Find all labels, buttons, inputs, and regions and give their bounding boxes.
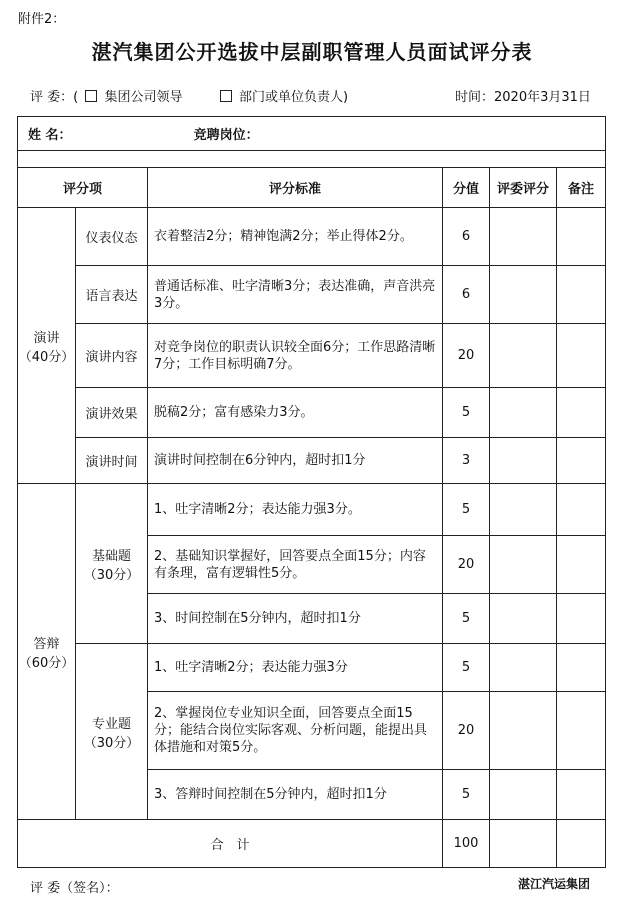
judges-prefix: 评 委：( (30, 90, 79, 105)
sub-item: 演讲时间 (76, 438, 148, 484)
col-remark: 备注 (557, 168, 606, 208)
total-remark-cell[interactable] (557, 820, 606, 868)
score-value: 5 (443, 484, 490, 536)
basic-subcategory (76, 484, 148, 644)
score-value: 20 (443, 324, 490, 388)
remark-cell[interactable] (557, 536, 606, 594)
remark-cell[interactable] (557, 644, 606, 692)
total-label: 合 计 (18, 820, 443, 868)
judge-score-cell[interactable] (490, 324, 557, 388)
speech-points: （40分） (18, 349, 75, 365)
score-value: 5 (443, 594, 490, 644)
criteria-text: 演讲时间控制在6分钟内，超时扣1分 (148, 438, 443, 484)
remark-cell[interactable] (557, 324, 606, 388)
speech-name: 演讲 (33, 330, 60, 346)
basic-name: 基础题 (91, 548, 131, 564)
criteria-text: 衣着整洁2分；精神饱满2分；举止得体2分。 (148, 208, 443, 266)
qa-points: （60分） (18, 655, 75, 671)
attachment-label: 附件2： (18, 12, 66, 27)
info-row (18, 117, 606, 151)
score-value: 5 (443, 770, 490, 820)
remark-cell[interactable] (557, 594, 606, 644)
judge-option-dept: 部门或单位负责人) (238, 90, 349, 105)
score-value: 3 (443, 438, 490, 484)
total-score: 100 (443, 820, 490, 868)
judge-score-cell[interactable] (490, 770, 557, 820)
judge-score-cell[interactable] (490, 594, 557, 644)
score-value: 6 (443, 266, 490, 324)
score-value: 6 (443, 208, 490, 266)
score-value: 20 (443, 536, 490, 594)
remark-cell[interactable] (557, 692, 606, 770)
col-score: 分值 (443, 168, 490, 208)
position-label: 竞聘岗位： (193, 128, 259, 143)
criteria-text: 普通话标准、吐字清晰3分；表达准确，声音洪亮3分。 (148, 266, 443, 324)
judge-score-cell[interactable] (490, 644, 557, 692)
sub-item: 仪表仪态 (76, 208, 148, 266)
date-label: 时间：2020年3月31日 (455, 90, 591, 105)
judge-score-cell[interactable] (490, 388, 557, 438)
basic-points: （30分） (83, 567, 140, 583)
criteria-text: 3、答辩时间控制在5分钟内，超时扣1分 (148, 770, 443, 820)
speech-category (18, 208, 76, 484)
criteria-text: 2、掌握岗位专业知识全面，回答要点全面15分；能结合岗位实际客观、分析问题，能提出具体措施和对策5分。 (148, 692, 443, 770)
checkbox-leader-icon[interactable] (85, 90, 97, 102)
remark-cell[interactable] (557, 484, 606, 536)
judge-score-cell[interactable] (490, 536, 557, 594)
scoring-table (17, 116, 606, 868)
page-title: 湛汽集团公开选拔中层副职管理人员面试评分表 (91, 40, 533, 64)
total-judge-cell[interactable] (490, 820, 557, 868)
judge-score-cell[interactable] (490, 692, 557, 770)
organization-name: 湛江汽运集团 (518, 877, 591, 891)
name-label: 姓 名： (28, 128, 72, 143)
score-value: 5 (443, 388, 490, 438)
sub-item: 演讲内容 (76, 324, 148, 388)
judge-signature-label: 评 委（签名）： (30, 881, 119, 896)
score-value: 20 (443, 692, 490, 770)
col-item: 评分项 (18, 168, 148, 208)
judge-score-cell[interactable] (490, 484, 557, 536)
remark-cell[interactable] (557, 208, 606, 266)
score-value: 5 (443, 644, 490, 692)
remark-cell[interactable] (557, 770, 606, 820)
col-judge-score: 评委评分 (490, 168, 557, 208)
remark-cell[interactable] (557, 266, 606, 324)
remark-cell[interactable] (557, 388, 606, 438)
judge-score-cell[interactable] (490, 438, 557, 484)
criteria-text: 1、吐字清晰2分；表达能力强3分。 (148, 484, 443, 536)
sub-item: 演讲效果 (76, 388, 148, 438)
criteria-text: 3、时间控制在5分钟内，超时扣1分 (148, 594, 443, 644)
pro-subcategory (76, 644, 148, 820)
judge-option-leader: 集团公司领导 (104, 90, 183, 105)
judges-line (30, 86, 348, 105)
checkbox-dept-icon[interactable] (220, 90, 232, 102)
remark-cell[interactable] (557, 438, 606, 484)
criteria-text: 1、吐字清晰2分；表达能力强3分 (148, 644, 443, 692)
criteria-text: 对竞争岗位的职责认识较全面6分；工作思路清晰7分；工作目标明确7分。 (148, 324, 443, 388)
criteria-text: 脱稿2分；富有感染力3分。 (148, 388, 443, 438)
judge-score-cell[interactable] (490, 266, 557, 324)
criteria-text: 2、基础知识掌握好，回答要点全面15分；内容有条理，富有逻辑性5分。 (148, 536, 443, 594)
spacer-row (18, 151, 606, 168)
pro-points: （30分） (83, 735, 140, 751)
sub-item: 语言表达 (76, 266, 148, 324)
qa-name: 答辩 (33, 636, 60, 652)
col-standard: 评分标准 (148, 168, 443, 208)
qa-category (18, 484, 76, 820)
pro-name: 专业题 (91, 716, 131, 732)
judge-score-cell[interactable] (490, 208, 557, 266)
